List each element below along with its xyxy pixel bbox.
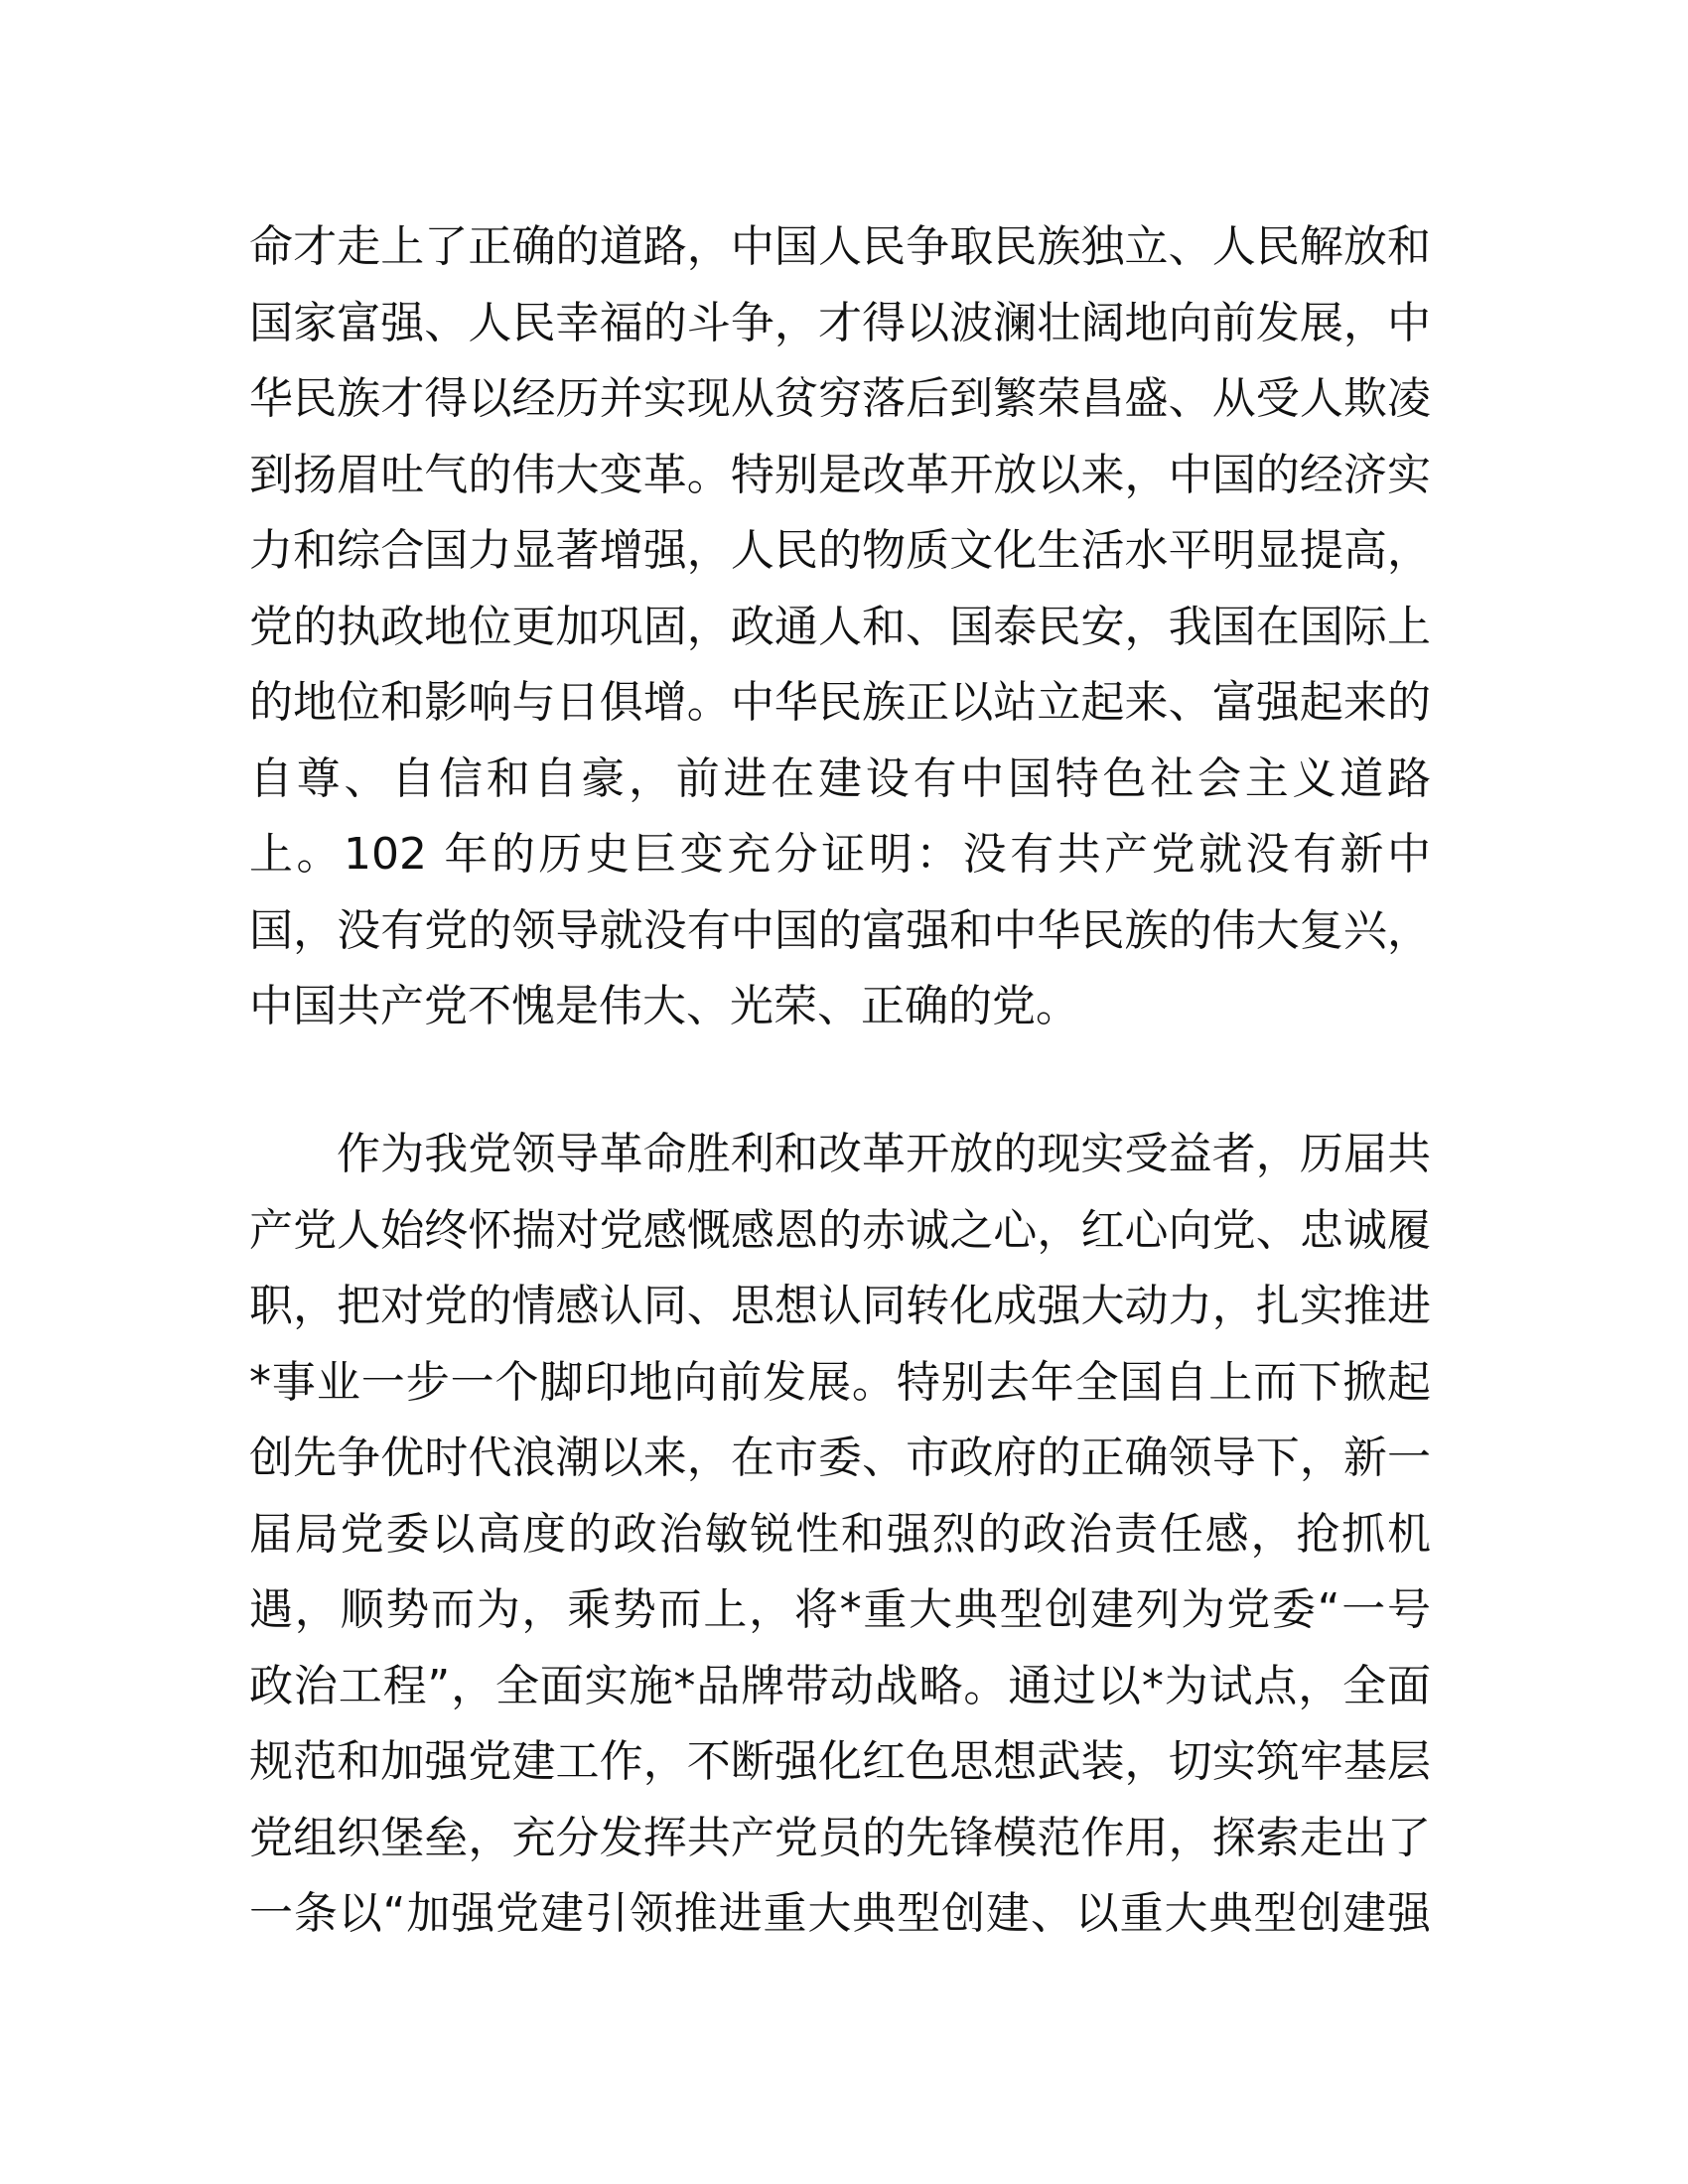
paragraph-line: *事业一步一个脚印地向前发展。特别去年全国自上而下掀起 xyxy=(249,1356,1431,1408)
paragraph-line: 中国共产党不愧是伟大、光荣、正确的党。 xyxy=(249,981,1079,1031)
paragraph-line: 创先争优时代浪潮以来，在市委、市政府的正确领导下，新一 xyxy=(249,1433,1431,1483)
paragraph-line: 华民族才得以经历并实现从贫穷落后到繁荣昌盛、从受人欺凌 xyxy=(249,373,1431,424)
paragraph-line: 自尊、自信和自豪，前进在建设有中国特色社会主义道路 xyxy=(249,752,1431,804)
paragraph-line: 产党人始终怀揣对党感慨感恩的赤诚之心，红心向党、忠诚履 xyxy=(249,1204,1431,1256)
paragraph-line: 命才走上了正确的道路，中国人民争取民族独立、人民解放和 xyxy=(249,221,1431,272)
paragraph-line: 政治工程”，全面实施*品牌带动战略。通过以*为试点，全面 xyxy=(249,1660,1431,1711)
paragraph-line: 力和综合国力显著增强，人民的物质文化生活水平明显提高， xyxy=(249,525,1431,576)
paragraph-line: 国家富强、人民幸福的斗争，才得以波澜壮阔地向前发展，中 xyxy=(249,297,1431,348)
paragraph-line: 国，没有党的领导就没有中国的富强和中华民族的伟大复兴， xyxy=(249,904,1431,956)
paragraph-line: 到扬眉吐气的伟大变革。特别是改革开放以来，中国的经济实 xyxy=(249,449,1431,500)
paragraph-2 xyxy=(249,1117,1431,1953)
paragraph-line: 一条以“加强党建引领推进重大典型创建、以重大典型创建强 xyxy=(249,1888,1431,1939)
paragraph-line: 届局党委以高度的政治敏锐性和强烈的政治责任感，抢抓机 xyxy=(249,1508,1431,1560)
paragraph-line: 作为我党领导革命胜利和改革开放的现实受益者，历届共 xyxy=(337,1129,1431,1179)
paragraph-line: 职，把对党的情感认同、思想认同转化成强大动力，扎实推进 xyxy=(249,1281,1431,1331)
paragraph-line: 上。102 年的历史巨变充分证明：没有共产党就没有新中 xyxy=(249,829,1431,880)
paragraph-line: 的地位和影响与日俱增。中华民族正以站立起来、富强起来的 xyxy=(249,677,1431,728)
paragraph-line: 党组织堡垒，充分发挥共产党员的先锋模范作用，探索走出了 xyxy=(249,1812,1431,1863)
paragraph-line: 党的执政地位更加巩固，政通人和、国泰民安，我国在国际上 xyxy=(249,601,1431,652)
paragraph-line: 规范和加强党建工作，不断强化红色思想武装，切实筑牢基层 xyxy=(249,1736,1431,1787)
paragraph-line: 遇，顺势而为，乘势而上，将*重大典型创建列为党委“一号 xyxy=(249,1584,1431,1635)
paragraph-1 xyxy=(249,209,1431,1045)
